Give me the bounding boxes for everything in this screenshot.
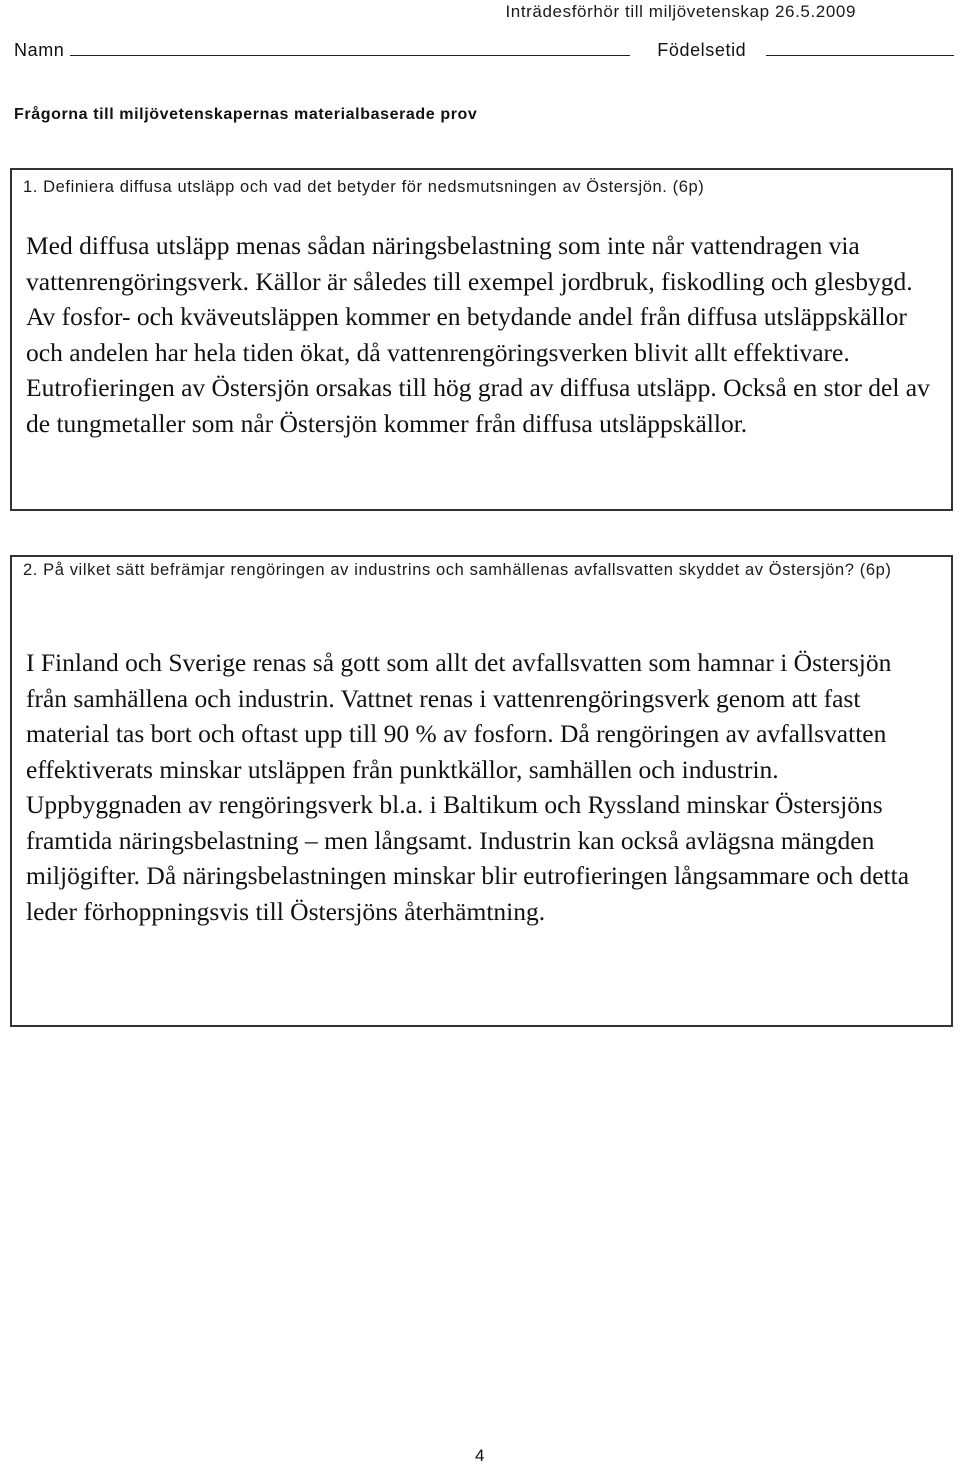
name-label: Namn (14, 40, 65, 60)
question-2-prompt: 2. På vilket sätt befrämjar rengöringen av industrins och samhällenas avfallsvatten skyddet av Östersjön? (6p) (23, 561, 892, 579)
name-birthdate-row (14, 40, 954, 61)
question-1-prompt: 1. Definiera diffusa utsläpp och vad det betyder för nedsmutsningen av Östersjön. (6p) (23, 178, 705, 196)
name-field[interactable] (70, 54, 630, 56)
page-number: 4 (474, 1446, 486, 1465)
question-2-answer: I Finland och Sverige renas så gott som allt det avfallsvatten som hamnar i Östersjön från samhällena och industrin. Vattnet renas i vattenrengöringsverk genom att fast material tas bort och oftast upp till 90 % av fosforn. Då rengöringen av avfallsvatten effektiverats minskar utsläppen från punktkällor, samhällen och industrin. Uppbyggnaden av rengöringsverk bl.a. i Baltikum och Ryssland minskar Östersjöns framtida näringsbelastning – men långsamt. Industrin kan också avlägsna mängden miljögifter. Då näringsbelastningen minskar blir eutrofieringen långsammare och detta leder förhoppningsvis till Östersjöns återhämtning. (26, 648, 910, 926)
page-header-title: Inträdesförhör till miljövetenskap 26.5.2009 (505, 2, 856, 21)
birthdate-label: Födelsetid (657, 40, 747, 60)
birthdate-field[interactable] (766, 54, 954, 56)
question-1-answer: Med diffusa utsläpp menas sådan näringsbelastning som inte når vattendragen via vattenrengöringsverk. Källor är således till exempel jordbruk, fiskodling och glesbygd. Av fosfor- och kväveutsläppen kommer en betydande andel från diffusa utsläppskällor och andelen har hela tiden ökat, då vattenrengöringsverken blivit allt effektivare. Eutrofieringen av Östersjön orsakas till hög grad av diffusa utsläpp. Också en stor del av de tungmetaller som når Östersjön kommer från diffusa utsläppskällor. (26, 231, 930, 438)
question-2-box (10, 555, 953, 1027)
sheet-heading: Frågorna till miljövetenskapernas materialbaserade prov (14, 106, 478, 123)
question-1-box (10, 168, 953, 511)
